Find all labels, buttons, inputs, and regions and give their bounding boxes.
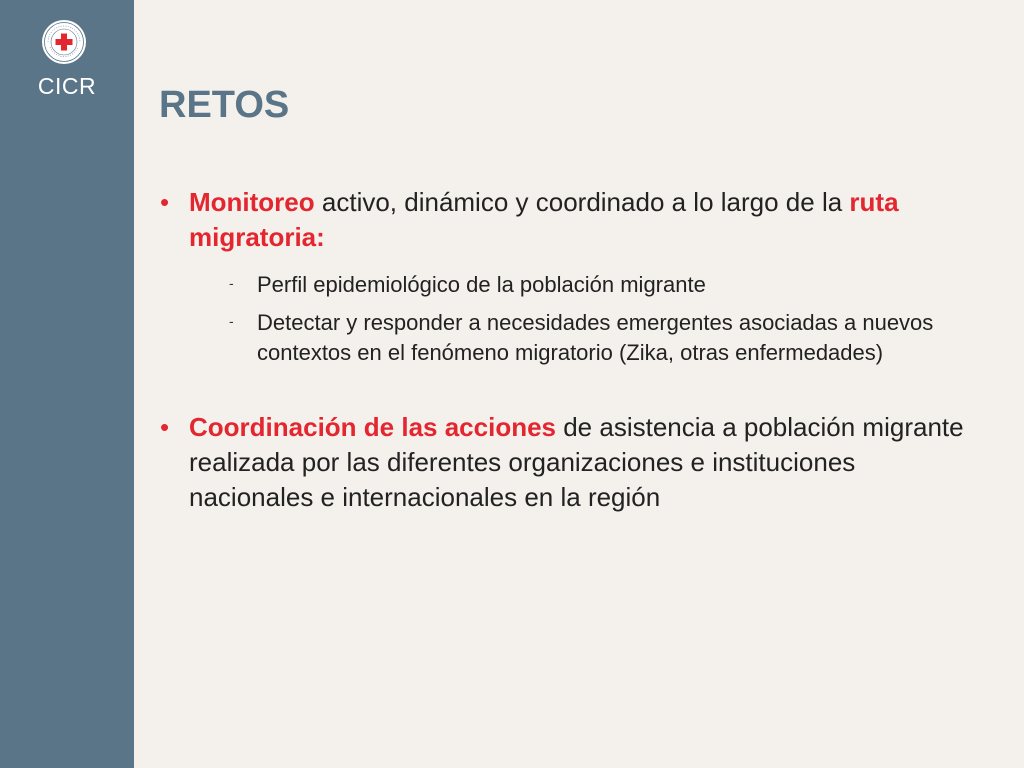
bullet-text: activo, dinámico y coordinado a lo largo de la <box>314 187 850 217</box>
icrc-emblem-icon <box>41 19 87 65</box>
sidebar <box>0 0 134 768</box>
sub-item-text: Detectar y responder a necesidades emergentes asociadas a nuevos contextos en el fenómeno migratorio (Zika, otras enfermedades) <box>257 310 934 365</box>
org-name: CICR <box>37 73 97 99</box>
bullet-dot-icon: • <box>160 412 170 442</box>
slide-title: RETOS <box>159 84 290 126</box>
sub-item-text: Perfil epidemiológico de la población migrante <box>257 272 706 297</box>
slide-content <box>160 185 970 515</box>
sub-item <box>229 270 970 300</box>
dash-icon: - <box>229 313 234 329</box>
sub-item <box>229 308 970 368</box>
bullet-highlight-2: ruta migratoria: <box>189 187 899 252</box>
sub-list <box>229 270 970 368</box>
dash-icon: - <box>229 275 234 291</box>
bullet-text: de asistencia a población migrante realizada por las diferentes organizaciones e instituciones nacionales e internacionales en la región <box>189 412 964 512</box>
bullet-coordinacion <box>160 410 970 515</box>
bullet-dot-icon: • <box>160 187 170 217</box>
bullet-highlight: Monitoreo <box>189 187 315 217</box>
bullet-monitoreo <box>160 185 970 368</box>
bullet-highlight: Coordinación de las acciones <box>189 412 556 442</box>
